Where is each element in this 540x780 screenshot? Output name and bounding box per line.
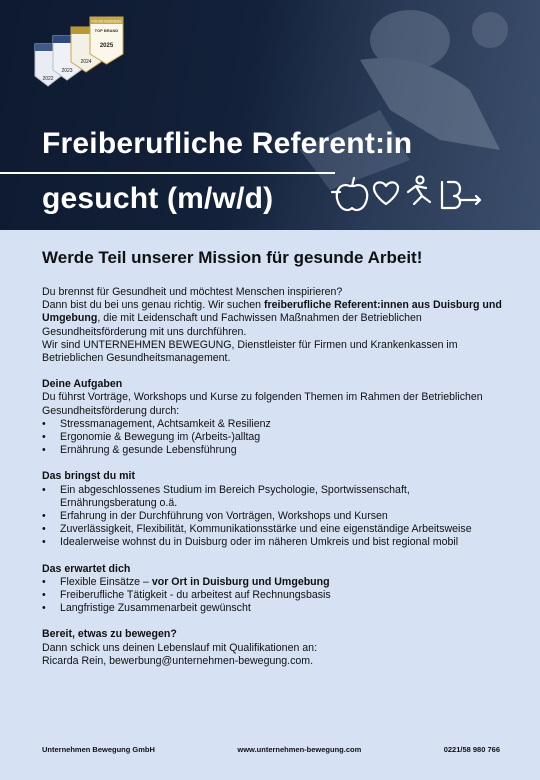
badge-year-2024: 2024 bbox=[80, 59, 92, 65]
cta-contact[interactable]: Ricarda Rein, bewerbung@unternehmen-bewegung.com. bbox=[42, 654, 314, 667]
badge-year-2022: 2022 bbox=[42, 76, 54, 82]
list-item: • Ergonomie & Bewegung im (Arbeits-)alltag bbox=[42, 431, 502, 444]
footer-phone[interactable]: 0221/58 980 766 bbox=[443, 745, 500, 754]
requirements-list bbox=[42, 484, 502, 550]
intro-section bbox=[42, 286, 502, 365]
running-person-photo bbox=[240, 0, 540, 200]
offer-item-text: Flexible Einsätze – bbox=[60, 575, 152, 588]
intro-line-3: Wir sind UNTERNEHMEN BEWEGUNG, Dienstleister für Firmen und Krankenkassen im Betrieblichen Gesundheitsmanagement. bbox=[42, 338, 458, 365]
footer bbox=[42, 745, 500, 754]
offer-section bbox=[42, 563, 502, 616]
badge-2025 bbox=[90, 17, 123, 64]
headline-line-2: gesucht (m/w/d) bbox=[42, 182, 274, 215]
list-item: • Idealerweise wohnst du in Duisburg oder im näheren Umkreis und bist regional mobil bbox=[42, 536, 502, 549]
intro-highlight: freiberufliche Referent:innen aus Duisburg und Umgebung bbox=[42, 299, 502, 325]
offer-title: Das erwartet dich bbox=[42, 562, 131, 575]
tasks-list bbox=[42, 418, 502, 458]
list-item: • Ein abgeschlossenes Studium im Bereich Psychologie, Sportwissenschaft, Ernährungsberatung o.ä. bbox=[42, 484, 502, 510]
badge-title: TOP BRAND bbox=[94, 28, 119, 33]
requirements-section bbox=[42, 470, 502, 549]
heart-icon bbox=[374, 182, 398, 204]
list-item bbox=[42, 576, 502, 589]
offer-list bbox=[42, 576, 502, 616]
requirements-title: Das bringst du mit bbox=[42, 470, 135, 483]
footer-website-link[interactable]: www.unternehmen-bewegung.com bbox=[237, 745, 362, 754]
list-item: • Ernährung & gesunde Lebensführung bbox=[42, 444, 502, 457]
headline-line-1: Freiberufliche Referent:in bbox=[42, 127, 413, 160]
hero-banner bbox=[0, 0, 540, 230]
badge-year-2025: 2025 bbox=[99, 43, 114, 49]
runner-head-icon bbox=[417, 177, 424, 184]
content-area bbox=[42, 248, 502, 668]
intro-text-continued: , die mit Leidenschaft und Fachwissen Maßnahmen der Betrieblichen Gesundheitsförderung mit uns durchführen. bbox=[42, 312, 422, 338]
badge-publisher: FOCUS BUSINESS bbox=[91, 19, 122, 24]
list-item: • Langfristige Zusammenarbeit gewünscht bbox=[42, 602, 502, 615]
intro-line-1: Du brennst für Gesundheit und möchtest Menschen inspirieren? bbox=[42, 286, 343, 298]
list-item: • Erfahrung in der Durchführung von Vorträgen, Workshops und Kursen bbox=[42, 510, 502, 523]
cta-line-1: Dann schick uns deinen Lebenslauf mit Qualifikationen an: bbox=[42, 641, 318, 654]
cta-section bbox=[42, 628, 502, 668]
intro-text: Dann bist du bei uns genau richtig. Wir suchen bbox=[42, 299, 265, 312]
badge-year-2023: 2023 bbox=[61, 68, 73, 74]
tasks-title: Deine Aufgaben bbox=[42, 378, 123, 391]
offer-item-highlight: vor Ort in Duisburg und Umgebung bbox=[151, 575, 330, 588]
apple-icon bbox=[337, 178, 368, 210]
tasks-intro: Du führst Vorträge, Workshops und Kurse zu folgenden Themen im Rahmen der Betrieblichen Gesundheitsförderung durch: bbox=[42, 391, 483, 417]
cta-title: Bereit, etwas zu bewegen? bbox=[42, 628, 177, 641]
list-item: • Zuverlässigkeit, Flexibilität, Kommunikationsstärke und eine eigenständige Arbeitsweise bbox=[42, 523, 502, 536]
intro-line-2 bbox=[42, 299, 502, 339]
list-item: • Freiberufliche Tätigkeit - du arbeitest auf Rechnungsbasis bbox=[42, 589, 502, 602]
tasks-section bbox=[42, 378, 502, 457]
main-heading: Werde Teil unserer Mission für gesunde Arbeit! bbox=[42, 248, 423, 267]
headline-divider bbox=[0, 172, 335, 174]
list-item: • Stressmanagement, Achtsamkeit & Resilienz bbox=[42, 418, 502, 431]
award-badges bbox=[33, 14, 128, 94]
footer-company: Unternehmen Bewegung GmbH bbox=[42, 745, 155, 754]
runner-icon bbox=[408, 186, 430, 204]
health-icons-line-art bbox=[330, 172, 500, 218]
